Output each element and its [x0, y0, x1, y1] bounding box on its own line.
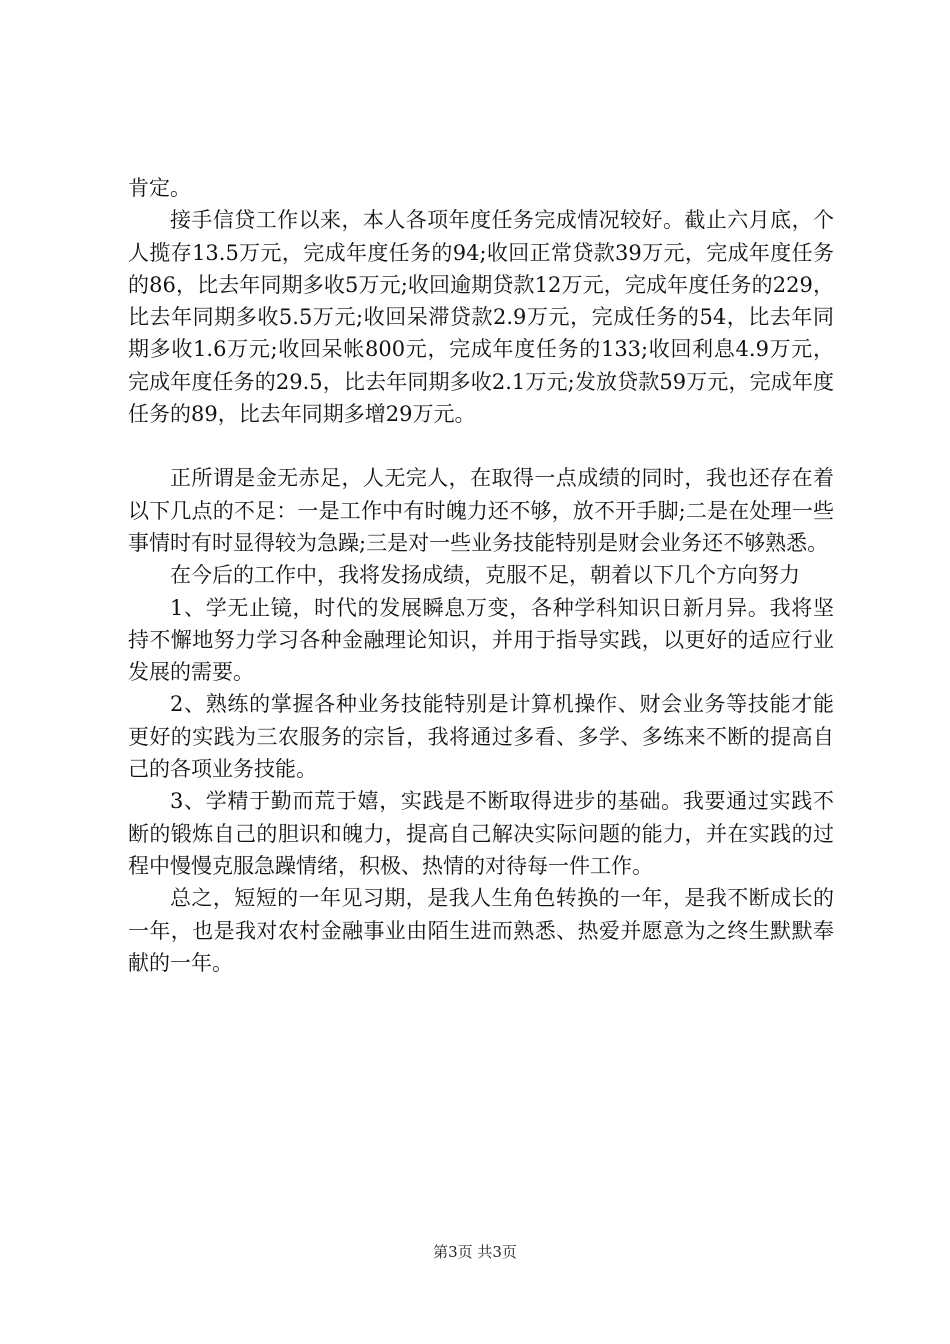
paragraph-shortcomings: 正所谓是金无赤足，人无完人，在取得一点成绩的同时，我也还存在着以下几点的不足：一是工作中有时魄力还不够，放不开手脚;二是在处理一些事情时有时显得较为急躁;三是对一些业务技能特别是财会业务还不够熟悉。 — [128, 466, 834, 555]
document-body — [128, 172, 834, 979]
paragraph-point-2: 2、熟练的掌握各种业务技能特别是计算机操作、财会业务等技能才能更好的实践为三农服务的宗旨，我将通过多看、多学、多练来不断的提高自己的各项业务技能。 — [128, 692, 834, 782]
paragraph-point-1: 1、学无止镜，时代的发展瞬息万变，各种学科知识日新月异。我将坚持不懈地努力学习各种金融理论知识，并用于指导实践，以更好的适应行业发展的需要。 — [128, 595, 834, 685]
paragraph-future-intro: 在今后的工作中，我将发扬成绩，克服不足，朝着以下几个方向努力 — [170, 563, 800, 588]
page-number-footer: 第3页 共3页 — [433, 1243, 517, 1261]
paragraph-point-3: 3、学精于勤而荒于嬉，实践是不断取得进步的基础。我要通过实践不断的锻炼自己的胆识和魄力，提高自己解决实际问题的能力，并在实践的过程中慢慢克服急躁情绪，积极、热情的对待每一件工作。 — [128, 789, 834, 878]
paragraph-conclusion: 总之，短短的一年见习期，是我人生角色转换的一年，是我不断成长的一年，也是我对农村金融事业由陌生进而熟悉、热爱并愿意为之终生默默奉献的一年。 — [128, 886, 834, 975]
paragraph-continuation: 肯定。 — [128, 176, 191, 200]
paragraph-performance: 接手信贷工作以来，本人各项年度任务完成情况较好。截止六月底，个人揽存13.5万元，完成年度任务的94;收回正常贷款39万元，完成年度任务的86，比去年同期多收5万元;收回逾期贷款12万元，完成年度任务的229，比去年同期多收5.5万元;收回呆滞贷款2.9万元，完成任务的54，比去年同期多收1.6万元;收回呆帐800元，完成年度任务的133;收回利息4.9万元，完成年度任务的29.5，比去年同期多收2.1万元;发放贷款59万元，完成年度任务的89，比去年同期多增29万元。 — [128, 208, 834, 427]
